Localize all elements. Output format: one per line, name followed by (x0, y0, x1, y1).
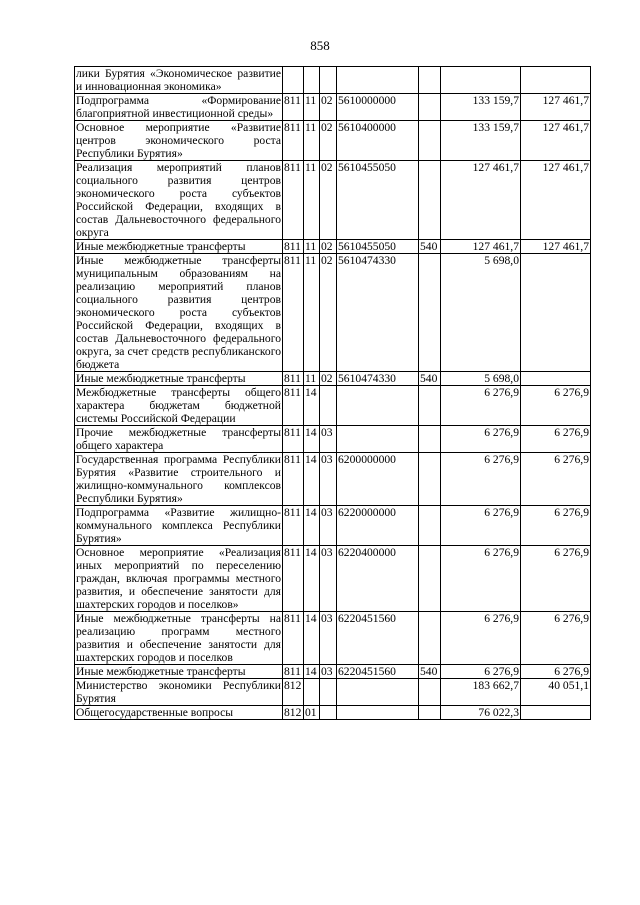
subsection-code-cell: 03 (320, 546, 337, 612)
table-row (75, 254, 591, 372)
expense-type-cell: 540 (419, 372, 441, 386)
amount-cell-2: 127 461,7 (521, 94, 591, 121)
item-name-cell: Иные межбюджетные трансферты (75, 240, 283, 254)
amount-cell-2 (521, 254, 591, 372)
expense-type-cell (419, 161, 441, 240)
section-code-cell: 11 (304, 372, 320, 386)
amount-cell-2: 6 276,9 (521, 453, 591, 506)
target-item-cell: 5610455050 (337, 161, 419, 240)
subsection-code-cell (320, 679, 337, 706)
target-item-cell: 6220400000 (337, 546, 419, 612)
target-item-cell: 5610455050 (337, 240, 419, 254)
admin-code-cell: 811 (283, 386, 304, 426)
item-name-cell: Подпрограмма «Формирование благоприятной инвестиционной среды» (76, 94, 281, 120)
section-code-cell (304, 679, 320, 706)
item-name-cell: Иные межбюджетные трансферты (75, 372, 283, 386)
subsection-code-cell: 02 (320, 161, 337, 240)
subsection-code-cell: 03 (320, 665, 337, 679)
target-item-cell: 5610400000 (337, 121, 419, 161)
admin-code-cell: 811 (283, 372, 304, 386)
target-item-cell: 6220451560 (337, 665, 419, 679)
expense-type-cell (419, 612, 441, 665)
item-name-cell: лики Бурятия «Экономическое развитие и инновационная экономика» (76, 67, 281, 93)
admin-code-cell: 811 (283, 612, 304, 665)
subsection-code-cell (320, 67, 337, 94)
amount-cell-1 (441, 67, 521, 94)
amount-cell-2 (521, 67, 591, 94)
amount-cell-2: 6 276,9 (521, 546, 591, 612)
amount-cell-2: 127 461,7 (521, 240, 591, 254)
table-row (75, 161, 591, 240)
table-row (75, 67, 591, 94)
table-row (75, 240, 591, 254)
amount-cell-2: 40 051,1 (521, 679, 591, 706)
subsection-code-cell (320, 706, 337, 720)
admin-code-cell: 811 (283, 161, 304, 240)
subsection-code-cell: 02 (320, 240, 337, 254)
expense-type-cell (419, 426, 441, 453)
section-code-cell: 11 (304, 94, 320, 121)
target-item-cell: 6200000000 (337, 453, 419, 506)
target-item-cell (337, 706, 419, 720)
expense-type-cell (419, 254, 441, 372)
item-name-cell: Межбюджетные трансферты общего характера бюджетам бюджетной системы Российской Федерации (76, 386, 281, 425)
item-name-cell: Общегосударственные вопросы (75, 706, 283, 720)
amount-cell-2 (521, 372, 591, 386)
subsection-code-cell: 03 (320, 453, 337, 506)
table-row (75, 506, 591, 546)
admin-code-cell: 811 (283, 506, 304, 546)
admin-code-cell: 811 (283, 94, 304, 121)
amount-cell-1: 6 276,9 (441, 546, 521, 612)
amount-cell-2: 6 276,9 (521, 612, 591, 665)
target-item-cell: 6220451560 (337, 612, 419, 665)
section-code-cell: 14 (304, 426, 320, 453)
subsection-code-cell: 03 (320, 612, 337, 665)
amount-cell-1: 133 159,7 (441, 94, 521, 121)
item-name-cell: Иные межбюджетные трансферты на реализацию программ местного развития и обеспечение занятости для шахтерских городов и поселков (76, 612, 281, 664)
item-name-cell: Иные межбюджетные трансферты муниципальным образованиям на реализацию мероприятий планов социального развития центров экономического роста субъектов Российской Федерации, входящих в состав Дальневосточного федерального округа, за счет средств республиканского бюджета (76, 254, 281, 371)
item-name-cell: Основное мероприятие «Развитие центров экономического роста Республики Бурятия» (76, 121, 281, 160)
admin-code-cell: 812 (283, 706, 304, 720)
amount-cell-2: 6 276,9 (521, 426, 591, 453)
subsection-code-cell: 03 (320, 426, 337, 453)
section-code-cell (304, 67, 320, 94)
expense-type-cell (419, 453, 441, 506)
page-number: 858 (310, 38, 330, 53)
expense-type-cell (419, 706, 441, 720)
amount-cell-2: 127 461,7 (521, 121, 591, 161)
amount-cell-1: 6 276,9 (441, 453, 521, 506)
target-item-cell: 5610474330 (337, 372, 419, 386)
admin-code-cell: 811 (283, 665, 304, 679)
amount-cell-2: 6 276,9 (521, 665, 591, 679)
expense-type-cell (419, 67, 441, 94)
subsection-code-cell: 02 (320, 121, 337, 161)
item-name-cell: Реализация мероприятий планов социального развития центров экономического роста субъектов Российской Федерации, входящих в состав Дальневосточного федерального округа (76, 161, 281, 239)
section-code-cell: 11 (304, 161, 320, 240)
section-code-cell: 14 (304, 453, 320, 506)
amount-cell-1: 6 276,9 (441, 386, 521, 426)
item-name-cell: Прочие межбюджетные трансферты общего характера (76, 426, 281, 452)
subsection-code-cell: 02 (320, 372, 337, 386)
admin-code-cell: 811 (283, 240, 304, 254)
section-code-cell: 14 (304, 612, 320, 665)
section-code-cell: 11 (304, 240, 320, 254)
amount-cell-2: 127 461,7 (521, 161, 591, 240)
amount-cell-1: 5 698,0 (441, 254, 521, 372)
section-code-cell: 01 (304, 706, 320, 720)
target-item-cell: 5610474330 (337, 254, 419, 372)
section-code-cell: 11 (304, 121, 320, 161)
expense-type-cell (419, 386, 441, 426)
section-code-cell: 14 (304, 386, 320, 426)
subsection-code-cell: 03 (320, 506, 337, 546)
subsection-code-cell: 02 (320, 254, 337, 372)
amount-cell-1: 6 276,9 (441, 426, 521, 453)
amount-cell-2: 6 276,9 (521, 506, 591, 546)
section-code-cell: 14 (304, 665, 320, 679)
table-row (75, 94, 591, 121)
section-code-cell: 14 (304, 506, 320, 546)
table-row (75, 546, 591, 612)
table-row (75, 453, 591, 506)
admin-code-cell: 812 (283, 679, 304, 706)
expense-type-cell: 540 (419, 665, 441, 679)
admin-code-cell: 811 (283, 254, 304, 372)
table-row (75, 665, 591, 679)
table-row (75, 612, 591, 665)
table-row (75, 426, 591, 453)
target-item-cell (337, 426, 419, 453)
target-item-cell: 6220000000 (337, 506, 419, 546)
expense-type-cell (419, 94, 441, 121)
item-name-cell: Иные межбюджетные трансферты (75, 665, 283, 679)
target-item-cell (337, 386, 419, 426)
amount-cell-1: 76 022,3 (441, 706, 521, 720)
amount-cell-1: 6 276,9 (441, 612, 521, 665)
expense-type-cell (419, 546, 441, 612)
admin-code-cell: 811 (283, 546, 304, 612)
admin-code-cell: 811 (283, 453, 304, 506)
budget-table (74, 66, 591, 720)
table-row (75, 706, 591, 720)
table-row (75, 121, 591, 161)
table-body (75, 67, 591, 720)
expense-type-cell: 540 (419, 240, 441, 254)
table-row (75, 372, 591, 386)
amount-cell-1: 127 461,7 (441, 240, 521, 254)
target-item-cell (337, 67, 419, 94)
amount-cell-2 (521, 706, 591, 720)
section-code-cell: 14 (304, 546, 320, 612)
amount-cell-1: 6 276,9 (441, 665, 521, 679)
amount-cell-1: 133 159,7 (441, 121, 521, 161)
table-row (75, 679, 591, 706)
target-item-cell (337, 679, 419, 706)
subsection-code-cell (320, 386, 337, 426)
table-row (75, 386, 591, 426)
section-code-cell: 11 (304, 254, 320, 372)
admin-code-cell: 811 (283, 121, 304, 161)
expense-type-cell (419, 506, 441, 546)
admin-code-cell (283, 67, 304, 94)
amount-cell-1: 6 276,9 (441, 506, 521, 546)
item-name-cell: Государственная программа Республики Бурятия «Развитие строительного и жилищно-коммунального комплексов Республики Бурятия» (76, 453, 281, 505)
expense-type-cell (419, 121, 441, 161)
item-name-cell: Подпрограмма «Развитие жилищно-коммунального комплекса Республики Бурятия» (76, 506, 281, 545)
amount-cell-1: 5 698,0 (441, 372, 521, 386)
admin-code-cell: 811 (283, 426, 304, 453)
target-item-cell: 5610000000 (337, 94, 419, 121)
amount-cell-1: 183 662,7 (441, 679, 521, 706)
amount-cell-2: 6 276,9 (521, 386, 591, 426)
item-name-cell: Основное мероприятие «Реализация иных мероприятий по переселению граждан, включая программы местного развития, и обеспечение занятости для шахтерских городов и поселков» (76, 546, 281, 611)
subsection-code-cell: 02 (320, 94, 337, 121)
amount-cell-1: 127 461,7 (441, 161, 521, 240)
item-name-cell: Министерство экономики Республики Бурятия (76, 679, 281, 705)
expense-type-cell (419, 679, 441, 706)
